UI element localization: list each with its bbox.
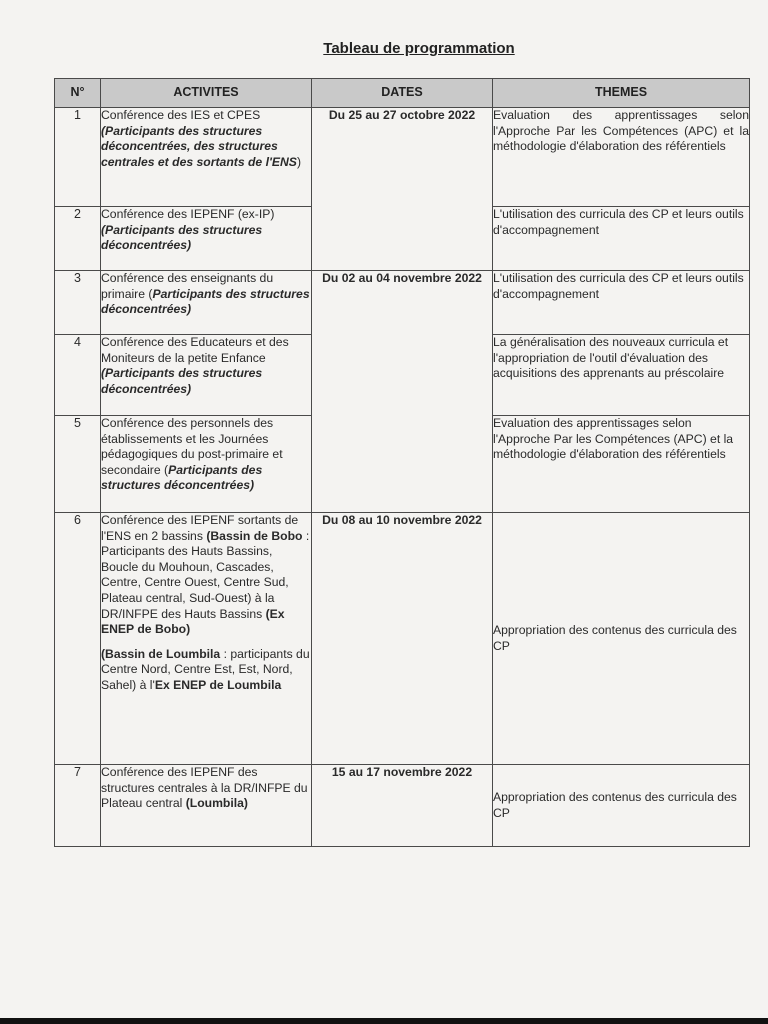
activity-text: Conférence des enseignants du primaire ( — [101, 271, 274, 301]
row-activity — [101, 416, 312, 513]
activity-participants: Participants des structures déconcentrées) — [101, 462, 263, 493]
activity-text: Conférence des IEPENF des structures centrales à la DR/INFPE du Plateau central — [101, 765, 308, 811]
row-dates: 15 au 17 novembre 2022 — [312, 765, 493, 847]
row-dates: Du 02 au 04 novembre 2022 — [312, 271, 493, 513]
row-activity — [101, 207, 312, 271]
row-number: 2 — [55, 207, 101, 271]
row-activity — [101, 765, 312, 847]
header-activities: ACTIVITES — [101, 79, 312, 108]
row-theme: L'utilisation des curricula des CP et leurs outils d'accompagnement — [493, 271, 750, 335]
header-themes: THEMES — [493, 79, 750, 108]
scan-bottom-edge — [0, 1018, 768, 1024]
row-theme: Evaluation des apprentissages selon l'Approche Par les Compétences (APC) et la méthodologie d'élaboration des référentiels — [493, 108, 750, 207]
activity-location: (Loumbila) — [185, 796, 248, 811]
row-activity — [101, 271, 312, 335]
row-theme: L'utilisation des curricula des CP et leurs outils d'accompagnement — [493, 207, 750, 271]
row-number: 3 — [55, 271, 101, 335]
activity-tail: ) — [296, 154, 302, 169]
table-header-row — [55, 79, 750, 108]
activity-participants: (Participants des structures déconcentrées) — [101, 366, 263, 396]
activity-participants: (Participants des structures déconcentrées) — [101, 222, 263, 253]
activity-text: Conférence des IEPENF sortants de l'ENS en 2 bassins — [101, 513, 299, 543]
activity-basin-loumbila: (Bassin de Loumbila — [101, 646, 221, 661]
row-activity — [101, 335, 312, 416]
activity-loumbila-paragraph — [101, 647, 311, 694]
activity-text: Conférence des IES et CPES — [101, 108, 261, 122]
row-number: 6 — [55, 513, 101, 765]
row-dates: Du 08 au 10 novembre 2022 — [312, 513, 493, 765]
row-activity — [101, 513, 312, 765]
activity-participants: Participants des structures déconcentrées) — [101, 286, 310, 317]
header-number: N° — [55, 79, 101, 108]
activity-bobo-paragraph — [101, 513, 311, 638]
row-activity — [101, 108, 312, 207]
table-row — [55, 271, 750, 335]
activity-participants: (Participants des structures déconcentrées, des structures centrales et des sortants de l'ENS — [101, 123, 297, 169]
row-number: 1 — [55, 108, 101, 207]
row-number: 5 — [55, 416, 101, 513]
activity-text: Conférence des personnels des établissements et les Journées pédagogiques du post-primaire et secondaire ( — [101, 416, 283, 477]
activity-basin-bobo: (Bassin de Bobo — [206, 528, 303, 543]
page-title: Tableau de programmation — [323, 40, 515, 57]
activity-text: Conférence des IEPENF (ex-IP) — [101, 207, 275, 221]
row-theme: La généralisation des nouveaux curricula et l'appropriation de l'outil d'évaluation des acquisitions des apprenants au préscolaire — [493, 335, 750, 416]
activity-basin-bobo-regions: : Participants des Hauts Bassins, Boucle du Mouhoun, Cascades, Centre, Centre Ouest, Centre Sud, Plateau central, Sud-Ouest) à la DR/INFPE des Hauts Bassins — [101, 528, 310, 621]
table-row — [55, 513, 750, 765]
table-row — [55, 765, 750, 847]
row-dates: Du 25 au 27 octobre 2022 — [312, 108, 493, 271]
activity-basin-bobo-site: (Ex ENEP de Bobo) — [101, 606, 285, 637]
activity-basin-loumbila-regions: : participants du Centre Nord, Centre Est, Est, Nord, Sahel) à l' — [101, 646, 310, 692]
row-theme: Appropriation des contenus des curricula des CP — [493, 513, 750, 765]
programming-table — [54, 78, 750, 847]
activity-basin-loumbila-site: Ex ENEP de Loumbila — [154, 677, 282, 692]
row-number: 4 — [55, 335, 101, 416]
table-row — [55, 108, 750, 207]
activity-text: Conférence des Educateurs et des Moniteurs de la petite Enfance — [101, 335, 289, 365]
row-theme: Appropriation des contenus des curricula des CP — [493, 765, 750, 847]
row-theme: Evaluation des apprentissages selon l'Approche Par les Compétences (APC) et la méthodologie d'élaboration des référentiels — [493, 416, 750, 513]
header-dates: DATES — [312, 79, 493, 108]
row-number: 7 — [55, 765, 101, 847]
